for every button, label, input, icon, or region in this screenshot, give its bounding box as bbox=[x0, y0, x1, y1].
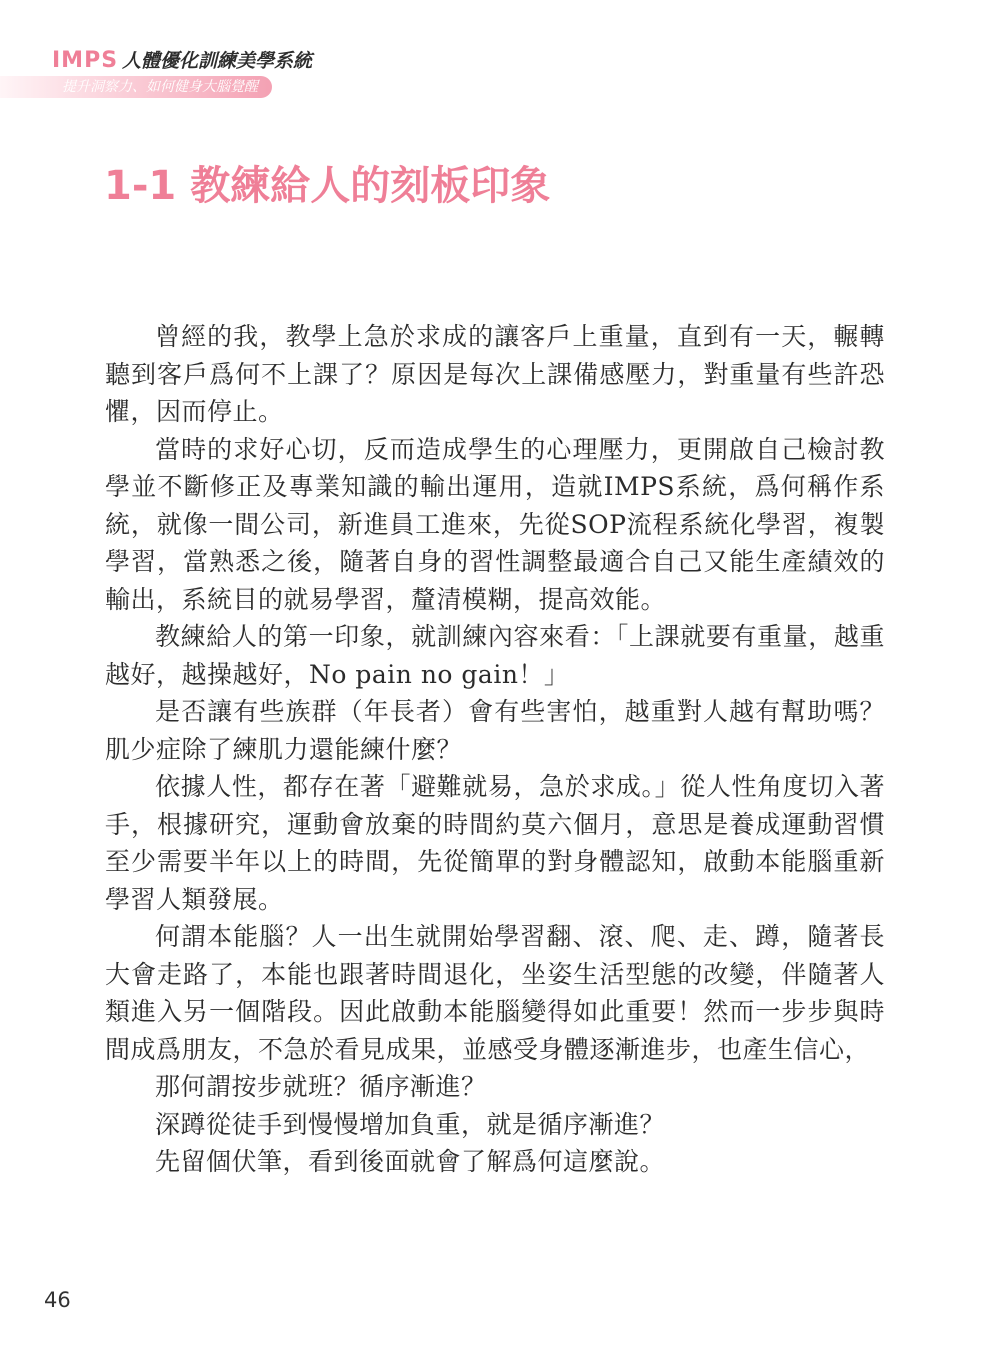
body-text bbox=[105, 318, 885, 1181]
paragraph: 何謂本能腦？人一出生就開始學習翻、滾、爬、走、蹲，隨著長大會走路了，本能也跟著時間退化，坐姿生活型態的改變，伴隨著人類進入另一個階段。因此啟動本能腦變得如此重要！然而一步步與時間成爲朋友，不急於看見成果，並感受身體逐漸進步，也產生信心， bbox=[105, 922, 885, 1064]
paragraph: 是否讓有些族群（年長者）會有些害怕，越重對人越有幫助嗎？肌少症除了練肌力還能練什麼？ bbox=[105, 697, 885, 764]
book-subtitle: 提升洞察力、如何健身大腦覺醒 bbox=[62, 79, 258, 95]
brand-logo-text: IMPS bbox=[52, 48, 119, 73]
paragraph: 那何謂按步就班？循序漸進？ bbox=[155, 1072, 487, 1101]
paragraph: 曾經的我，教學上急於求成的讓客戶上重量，直到有一天，輾轉聽到客戶爲何不上課了？原因是每次上課備感壓力，對重量有些許恐懼，因而停止。 bbox=[105, 322, 885, 426]
page-number: 46 bbox=[44, 1288, 71, 1312]
header-brand-line bbox=[52, 46, 312, 77]
subtitle-band bbox=[0, 76, 272, 98]
book-series-title: 人體優化訓練美學系統 bbox=[122, 50, 313, 72]
running-header bbox=[0, 46, 420, 106]
paragraph: 教練給人的第一印象，就訓練內容來看：「上課就要有重量，越重越好，越操越好，No pain no gain！」 bbox=[105, 622, 885, 689]
paragraph: 深蹲從徒手到慢慢增加負重，就是循序漸進？ bbox=[155, 1109, 666, 1139]
paragraph: 當時的求好心切，反而造成學生的心理壓力，更開啟自己檢討教學並不斷修正及專業知識的輸出運用，造就IMPS系統，爲何稱作系統，就像一間公司，新進員工進來，先從SOP流程系統化學習，複製學習，當熟悉之後，隨著自身的習性調整最適合自己又能生產績效的輸出，系統目的就易學習，釐清模糊，提高效能。 bbox=[105, 434, 885, 614]
paragraph: 依據人性，都存在著「避難就易，急於求成。」從人性角度切入著手，根據研究，運動會放棄的時間約莫六個月，意思是養成運動習慣至少需要半年以上的時間，先從簡單的對身體認知，啟動本能腦重新學習人類發展。 bbox=[105, 772, 885, 914]
chapter-title: 1-1 教練給人的刻板印象 bbox=[104, 163, 551, 209]
paragraph: 先留個伏筆，看到後面就會了解爲何這麼說。 bbox=[155, 1147, 666, 1176]
